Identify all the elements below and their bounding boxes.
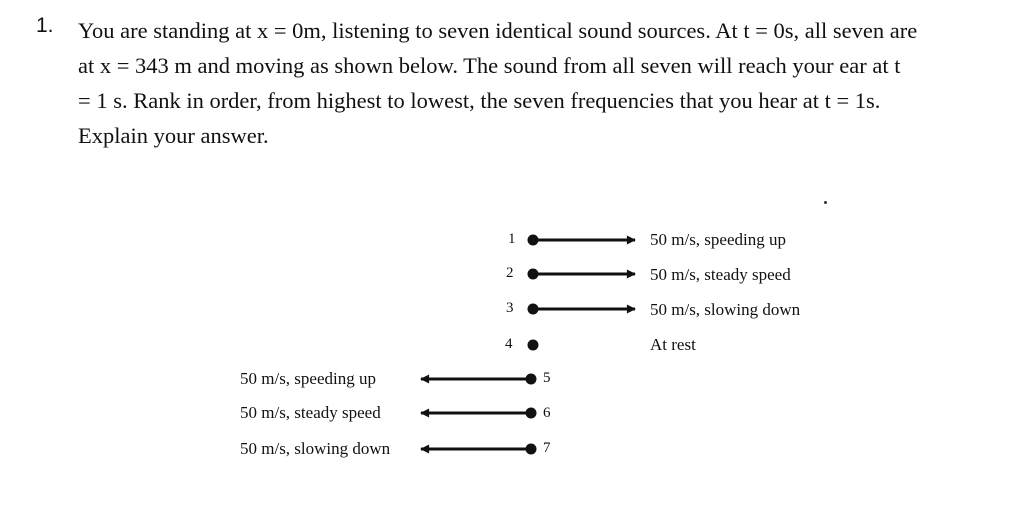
source-label: 50 m/s, slowing down [240, 439, 391, 458]
source-number: 2 [506, 265, 514, 281]
source-7-dot [526, 444, 537, 455]
source-number: 3 [506, 300, 514, 316]
question-line: at x = 343 m and moving as shown below. The sound from all seven will reach your ear at t [78, 53, 901, 78]
source-2-dot [528, 269, 539, 280]
source-4-dot [528, 340, 539, 351]
source-label: At rest [650, 335, 696, 354]
source-3-dot [528, 304, 539, 315]
question-number: 1. [36, 14, 54, 37]
source-number: 4 [505, 336, 513, 352]
question-line: = 1 s. Rank in order, from highest to lowest, the seven frequencies that you hear at t = 1s. [78, 88, 881, 113]
source-label: 50 m/s, speeding up [240, 369, 376, 388]
source-label: 50 m/s, steady speed [240, 403, 381, 422]
source-number: 5 [543, 370, 551, 386]
source-5-dot [526, 374, 537, 385]
source-number: 6 [543, 405, 551, 421]
source-number: 7 [543, 440, 551, 456]
source-1-dot [528, 235, 539, 246]
source-6-dot [526, 408, 537, 419]
source-label: 50 m/s, speeding up [650, 230, 786, 249]
source-label: 50 m/s, slowing down [650, 300, 801, 319]
question-line: You are standing at x = 0m, listening to seven identical sound sources. At t = 0s, all seven are [78, 18, 918, 43]
source-number: 1 [508, 231, 516, 247]
source-label: 50 m/s, steady speed [650, 265, 791, 284]
question-line: Explain your answer. [78, 123, 269, 148]
